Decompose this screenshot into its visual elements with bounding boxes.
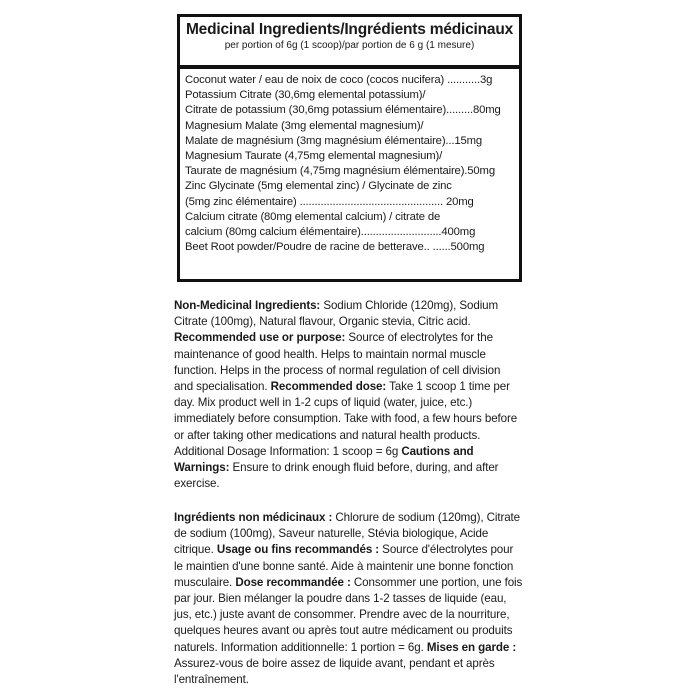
bold-heading: Usage ou fins recommandés : (216, 543, 380, 557)
text-line: Citrate (100mg), Natural flavour, Organic stevia, Citric acid. (174, 315, 471, 329)
text-run: naturels. Information additionnelle: 1 portion = 6g. (174, 640, 427, 654)
text-run: Chlorure de sodium (120mg), Citrate (332, 511, 521, 524)
text-run: Source d'électrolytes pour (379, 543, 514, 557)
ingredient-line: Magnesium Taurate (4,75mg elemental magnesium)/ (185, 150, 443, 163)
ingredient-line: Malate de magnésium (3mg magnésium élémentaire)...15mg (185, 134, 483, 147)
ingredient-line: Zinc Glycinate (5mg elemental zinc) / Glycinate de zinc (185, 180, 452, 193)
ingredient-list (185, 73, 512, 255)
text-run: Take 1 scoop 1 time per (386, 380, 510, 394)
panel-subtitle: per portion of 6g (1 scoop)/par portion de 6 g (1 mesure) (224, 40, 475, 51)
text-line: maintenance of good health. Helps to maintain normal muscle (174, 347, 486, 361)
english-label-text (174, 298, 534, 492)
bold-heading: Warnings: (174, 461, 230, 475)
text-line (174, 510, 534, 526)
bold-heading: Ingrédients non médicinaux : (174, 511, 333, 524)
text-line: jus, etc.) juste avant de consommer. Prendre avec de la nourriture, (174, 608, 510, 622)
bold-heading: Non-Medicinal Ingredients: (174, 299, 321, 312)
text-line: immediately before consumption. Take with food, a few hours before (174, 412, 518, 426)
ingredient-line: (5mg zinc élémentaire) ................................................ 20mg (185, 195, 474, 208)
text-line: exercise. (174, 477, 220, 491)
ingredient-line: calcium (80mg calcium élémentaire)...........................400mg (185, 226, 476, 239)
text-line (174, 640, 534, 656)
text-line: quelques heures avant ou après tout autre médicament ou produits (174, 624, 513, 638)
text-line (174, 460, 534, 476)
text-line: day. Mix product well in 1-2 cups of liquid (water, juice, etc.) (174, 396, 473, 410)
bold-heading: Mises en garde : (426, 640, 517, 654)
text-line (174, 298, 534, 314)
panel-title: Medicinal Ingredients/Ingrédients médicinaux (185, 21, 514, 38)
medicinal-ingredients-panel (177, 14, 522, 282)
ingredient-line: Taurate de magnésium (4,75mg magnésium élémentaire).50mg (185, 165, 495, 178)
text-run: musculaire. (174, 575, 236, 589)
text-run: Source of electrolytes for the (345, 331, 493, 345)
text-run: Consommer une portion, une fois (350, 575, 523, 589)
text-line: function. Helps in the process of normal regulation of cell division (174, 363, 501, 377)
text-run: and specialisation. (174, 380, 271, 394)
text-line: or after taking other medications and natural health products. (174, 428, 481, 442)
ingredient-line: Potassium Citrate (30,6mg elemental potassium)/ (185, 89, 426, 102)
ingredient-line: Calcium citrate (80mg elemental calcium) / citrate de (185, 210, 441, 223)
text-line: de sodium (100mg), Saveur naturelle, Stévia biologique, Acide (174, 527, 489, 541)
ingredient-line: Magnesium Malate (3mg elemental magnesium)/ (185, 119, 424, 132)
text-line: le maintien d'une bonne santé. Aide à maintenir une bonne fonction (174, 559, 514, 573)
text-line (174, 444, 534, 460)
ingredient-line: Beet Root powder/Poudre de racine de betterave.. ......500mg (185, 241, 485, 254)
text-run: citrique. (174, 543, 217, 557)
text-run: Additional Dosage Information: 1 scoop = 6g (174, 444, 402, 458)
text-line (174, 330, 534, 346)
text-line: l'entraînement. (174, 673, 249, 687)
text-line (174, 542, 534, 558)
bold-heading: Dose recommandée : (235, 575, 351, 589)
ingredient-line: Coconut water / eau de noix de coco (cocos nucifera) ...........3g (185, 74, 493, 86)
text-line: Assurez-vous de boire assez de liquide avant, pendant et après (174, 656, 495, 670)
text-line (174, 575, 534, 591)
bold-heading: Cautions and (401, 444, 474, 458)
text-run: Sodium Chloride (120mg), Sodium (320, 299, 499, 312)
bold-heading: Recommended dose: (270, 380, 387, 394)
french-label-text (174, 510, 534, 688)
text-run: Ensure to drink enough fluid before, during, and after (229, 461, 499, 475)
text-line (174, 379, 534, 395)
panel-divider (180, 65, 519, 69)
ingredient-line: Citrate de potassium (30,6mg potassium élémentaire).........80mg (185, 104, 501, 117)
bold-heading: Recommended use or purpose: (174, 331, 346, 345)
text-line: par jour. Bien mélanger la poudre dans 1-2 tasses de liquide (eau, (174, 592, 507, 606)
